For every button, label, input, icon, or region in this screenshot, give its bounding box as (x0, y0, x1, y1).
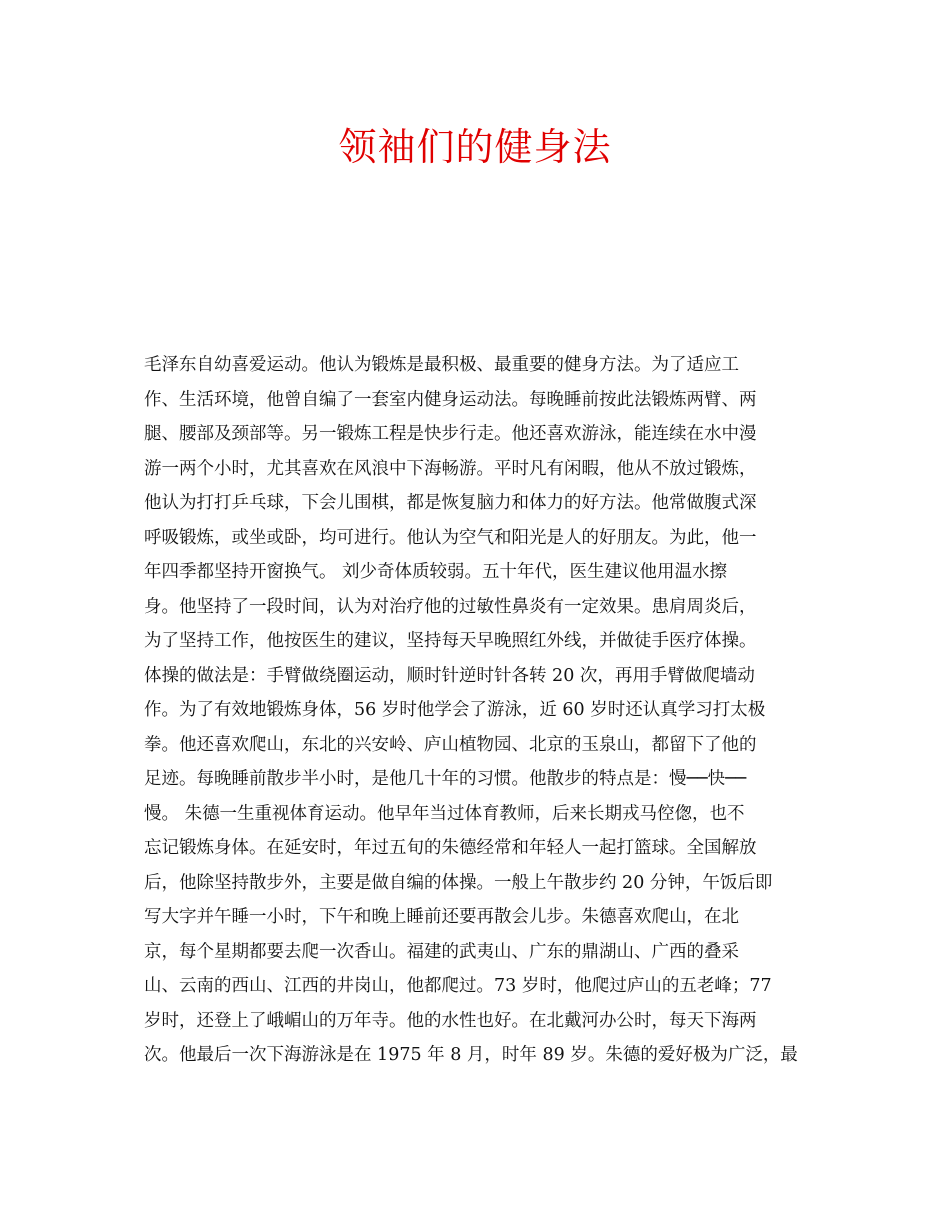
document-title: 领袖们的健身法 (338, 125, 612, 169)
body-line-2: 作、生活环境，他曾自编了一套室内健身运动法。每晚睡前按此法锻炼两臂、两 (144, 389, 757, 410)
body-line-14: 慢。 朱德一生重视体育运动。他早年当过体育教师，后来长期戎马倥偬，也不 (144, 803, 745, 824)
body-line-9: 为了坚持工作，他按医生的建议，坚持每天早晚照红外线，并做徒手医疗体操。 (144, 631, 757, 651)
body-line-20: 岁时，还登上了峨嵋山的万年寺。他的水性也好。在北戴河办公时，每天下海两 (144, 1010, 757, 1031)
body-line-5: 他认为打打乒乓球，下会儿围棋，都是恢复脑力和体力的好方法。他常做腹式深 (144, 493, 757, 513)
body-line-19: 山、云南的西山、江西的井岗山，他都爬过。73 岁时，他爬过庐山的五老峰；77 (144, 976, 772, 996)
body-line-15: 忘记锻炼身体。在延安时，年过五旬的朱德经常和年轻人一起打篮球。全国解放 (144, 838, 757, 858)
body-line-4: 游一两个小时，尤其喜欢在风浪中下海畅游。平时凡有闲暇，他从不放过锻炼， (144, 458, 757, 479)
body-line-6: 呼吸锻炼，或坐或卧，均可进行。他认为空气和阳光是人的好朋友。为此，他一 (144, 527, 757, 548)
body-line-3: 腿、腰部及颈部等。另一锻炼工程是快步行走。他还喜欢游泳，能连续在水中漫 (144, 424, 757, 444)
body-line-10: 体操的做法是：手臂做绕圈运动，顺时针逆时针各转 20 次，再用手臂做爬墙动 (144, 665, 755, 686)
body-line-12: 拳。他还喜欢爬山，东北的兴安岭、庐山植物园、北京的玉泉山，都留下了他的 (144, 734, 757, 755)
body-line-21: 次。他最后一次下海游泳是在 1975 年 8 月，时年 89 岁。朱德的爱好极为广泛，最 (144, 1045, 798, 1065)
body-line-17: 写大字并午睡一小时，下午和晚上睡前还要再散会儿步。朱德喜欢爬山，在北 (144, 907, 739, 927)
body-line-16: 后，他除坚持散步外，主要是做自编的体操。一般上午散步约 20 分钟，午饭后即 (144, 872, 773, 893)
body-line-7: 年四季都坚持开窗换气。 刘少奇体质较弱。五十年代，医生建议他用温水擦 (144, 562, 728, 582)
body-line-11: 作。为了有效地锻炼身体，56 岁时他学会了游泳，近 60 岁时还认真学习打太极 (144, 700, 766, 720)
body-line-13: 足迹。每晚睡前散步半小时，是他几十年的习惯。他散步的特点是：慢──快── (144, 769, 747, 789)
body-line-18: 京，每个星期都要去爬一次香山。福建的武夷山、广东的鼎湖山、广西的叠采 (144, 941, 739, 962)
body-line-8: 身。他坚持了一段时间，认为对治疗他的过敏性鼻炎有一定效果。患肩周炎后， (144, 596, 757, 617)
document-body (144, 348, 804, 1073)
body-line-1: 毛泽东自幼喜爱运动。他认为锻炼是最积极、最重要的健身方法。为了适应工 (144, 355, 739, 375)
